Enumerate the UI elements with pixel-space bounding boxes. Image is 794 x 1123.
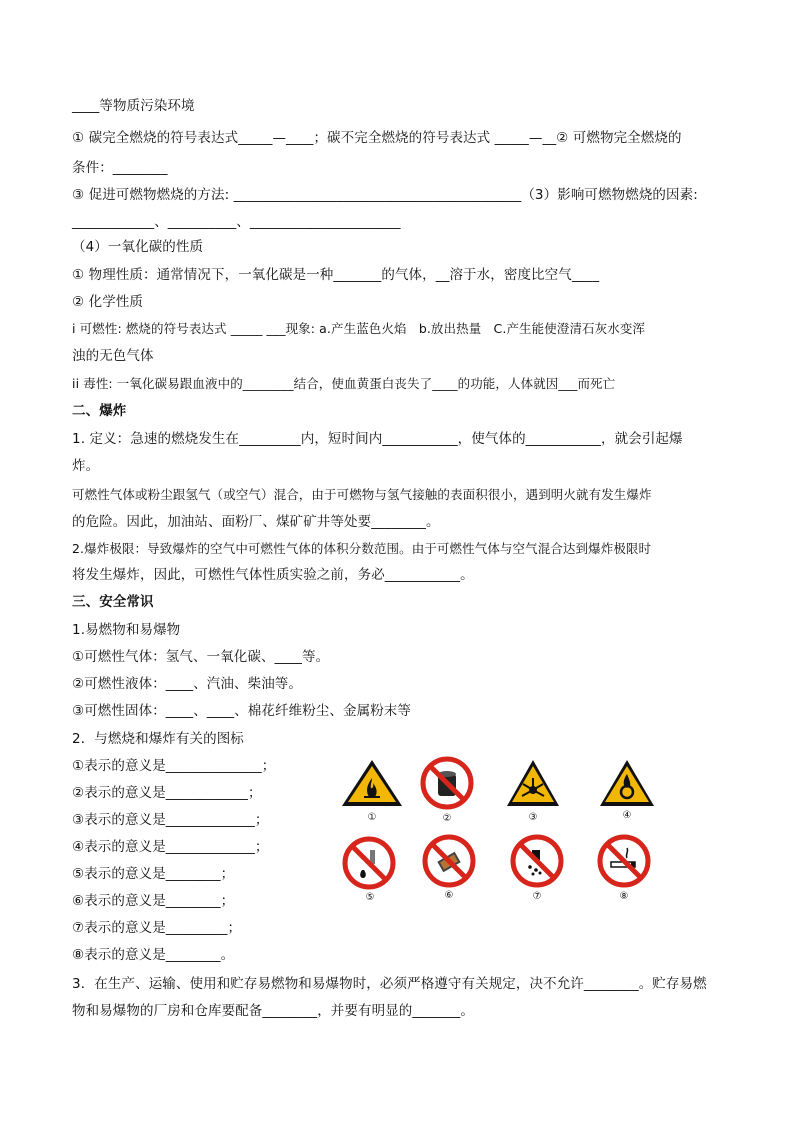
text-line-22: ②可燃性液体：____、汽油、柴油等。 (72, 676, 303, 692)
text-line-34: 物和易爆物的厂房和仓库要配备________，并要有明显的_______。 (72, 1003, 474, 1019)
no-fireworks-icon (510, 834, 564, 892)
text-line-17: 2.爆炸极限：导致爆炸的空气中可燃性气体的体积分数范围。由于可燃性气体与空气混合达到爆炸极限时 (72, 541, 652, 556)
text-line-1: ____等物质污染环境 (72, 98, 195, 114)
section-heading-explosion: 二、爆炸 (72, 403, 127, 419)
sign-label-7: ⑦ (532, 891, 542, 902)
sign-label-5: ⑤ (365, 892, 375, 903)
meaning-line-3: ③表示的意义是_____________； (72, 812, 269, 828)
section-heading-safety: 三、安全常识 (72, 594, 154, 610)
sign-label-1: ① (367, 812, 377, 823)
text-line-16: 的危险。因此，加油站、面粉厂、煤矿矿井等处要________。 (72, 514, 440, 530)
meaning-line-7: ⑦表示的意义是_________； (72, 920, 242, 936)
text-line-15: 可燃性气体或粉尘跟氢气（或空气）混合，由于可燃物与氢气接触的表面积很小，遇到明火就有发生爆炸 (72, 487, 652, 502)
text-line-33: 3．在生产、运输、使用和贮存易燃物和易爆物时，必须严格遵守有关规定，决不允许________。贮存易燃 (72, 976, 707, 992)
text-line-8: ② 化学性质 (72, 294, 143, 310)
sign-label-8: ⑧ (619, 891, 629, 902)
sign-label-3: ③ (528, 812, 538, 823)
text-line-6: （4）一氧化碳的性质 (72, 239, 204, 255)
no-flammable-storage-icon (420, 756, 474, 814)
text-line-2: ① 碳完全燃烧的符号表达式_____—____；碳不完全燃烧的符号表达式 _____—__② 可燃物完全燃烧的 (72, 130, 682, 146)
text-line-10: 浊的无色气体 (72, 348, 154, 364)
meaning-line-4: ④表示的意义是_____________； (72, 839, 269, 855)
meaning-line-1: ①表示的意义是______________； (72, 758, 276, 774)
text-line-14: 炸。 (72, 458, 100, 474)
text-line-11: ii 毒性: 一氧化碳易跟血液中的________结合，使血黄蛋白丧失了____的功能，人体就因___而死亡 (72, 376, 616, 391)
text-line-24: 2．与燃烧和爆炸有关的图标 (72, 731, 244, 747)
no-open-flame-icon (342, 836, 396, 894)
text-line-18: 将发生爆炸，因此，可燃性气体性质实验之前，务必___________。 (72, 567, 474, 583)
text-line-13: 1. 定义：急速的燃烧发生在_________内，短时间内___________，使气体的___________，就会引起爆 (72, 431, 683, 447)
sign-label-6: ⑥ (444, 890, 454, 901)
text-line-23: ③可燃性固体：____、____、棉花纤维粉尘、金属粉末等 (72, 703, 412, 719)
text-line-4: ③ 促进可燃物燃烧的方法: __________________________________________（3）影响可燃物燃烧的因素: (72, 187, 698, 203)
oxidizer-warning-icon (598, 758, 656, 812)
no-matches-icon (422, 834, 476, 892)
meaning-line-6: ⑥表示的意义是________； (72, 893, 235, 909)
text-line-20: 1.易燃物和易爆物 (72, 622, 181, 638)
sign-label-4: ④ (622, 810, 632, 821)
sign-label-2: ② (442, 813, 452, 824)
meaning-line-5: ⑤表示的意义是________； (72, 866, 235, 882)
meaning-line-2: ②表示的意义是____________； (72, 785, 262, 801)
text-line-7: ① 物理性质：通常情况下，一氧化碳是一种_______的气体，__溶于水，密度比空气____ (72, 267, 600, 283)
flammable-warning-icon (340, 758, 404, 812)
text-line-5: ____________、__________、______________________ (72, 214, 401, 230)
text-line-9: i 可燃性: 燃烧的符号表达式 _____ ___现象: a.产生蓝色火焰 b.放出热量 C.产生能使澄清石灰水变浑 (72, 321, 646, 336)
explosive-warning-icon (505, 758, 561, 812)
meaning-line-8: ⑧表示的意义是________。 (72, 947, 235, 963)
text-line-3: 条件：________ (72, 160, 168, 176)
no-smoking-icon (597, 834, 651, 892)
text-line-21: ①可燃性气体：氢气、一氧化碳、____等。 (72, 649, 330, 665)
